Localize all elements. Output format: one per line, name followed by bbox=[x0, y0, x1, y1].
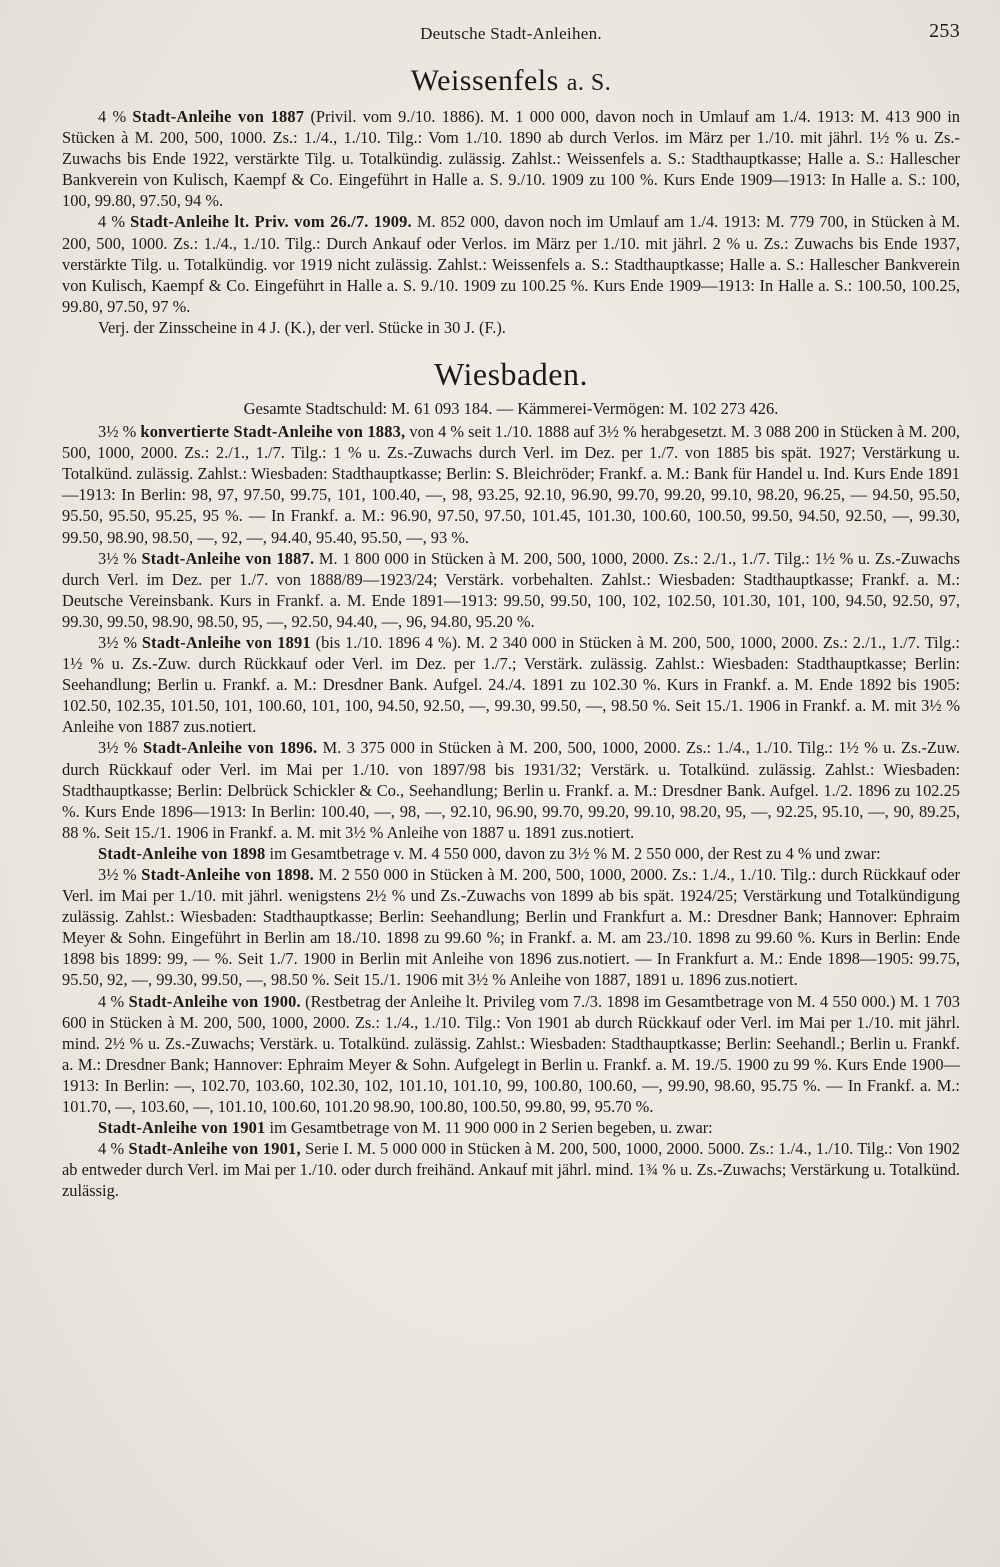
bond-text: von 4 % seit 1./10. 1888 auf 3½ % herabgesetzt. M. 3 088 200 in Stücken à M. 200, 500, 1000, 2000. Zs.: 2./1., 1./7. Tilg.: 1 % u. Zs.-Zuwachs durch Verl. im Dez. per 1./7. von 1885 bis spät. 1927; Verstärkung u. Totalkünd. zulässig. Zahlst.: Wiesbaden: Stadthauptkasse; Berlin: S. Bleichröder; Frankf. a. M.: Bank für Handel u. Ind. Kurs Ende 1891—1913: In Berlin: 98, 97, 97.50, 99.75, 101, 100.40, —, 98, 93.25, 92.10, 96.90, 99.70, 99.20, 99.10, 98.20, 96.25, — 94.50, 95.50, 95.50, 95.50, 95.25, 95 %. — In Frankf. a. M.: 96.90, 97.50, 97.50, 101.45, 101.30, 100.60, 100.50, 99.50, 94.50, 92.50, —, 99.30, 99.50, 98.90, 98.50, —, 92, —, 94.40, 95.40, 95.50, —, 93 %. bbox=[62, 422, 960, 547]
paragraph-wiesbaden-1900 bbox=[62, 991, 960, 1118]
bond-text: im Gesamtbetrage v. M. 4 550 000, davon zu 3½ % M. 2 550 000, der Rest zu 4 % und zwar: bbox=[269, 843, 881, 863]
section-title-wiesbaden: Wiesbaden. bbox=[434, 356, 588, 393]
section-title-suffix: a. S. bbox=[566, 70, 612, 96]
running-title: Deutsche Stadt-Anleihen. bbox=[420, 24, 602, 43]
interest-rate: 3½ % bbox=[98, 632, 137, 652]
paragraph-wiesbaden-1891 bbox=[62, 632, 960, 737]
interest-rate: 3½ % bbox=[98, 422, 137, 442]
section-title-weissenfels bbox=[62, 64, 960, 98]
bond-text: M. 3 375 000 in Stücken à M. 200, 500, 1000, 2000. Zs.: 1./4., 1./10. Tilg.: 1½ % u. Zs.-Zuw. durch Rückkauf oder Verl. im Mai per 1./10. von 1897/98 bis 1931/32; Verstärk. u. Totalkünd. zulässig. Zahlst.: Wiesbaden: Stadthauptkasse; Berlin: Delbrück Schickler & Co., Seehandlung; Berlin u. Frankf. a. M.: Dresdner Bank. Aufgel. 1./2. 1896 zu 102.25 %. Kurs Ende 1896—1913: In Berlin: 100.40, —, 98, —, 92.10, 96.90, 99.70, 99.20, 99.10, 98.20, 95, —, 92.25, 95.10, —, 90, 89.25, 88 %. Seit 15./1. 1906 in Frankf. a. M. mit 3½ % Anleihe von 1887 u. 1891 zus.notiert. bbox=[62, 738, 960, 842]
paragraph-wiesbaden-1887 bbox=[62, 548, 960, 632]
paragraph-wiesbaden-1901-total bbox=[62, 1117, 960, 1138]
bond-text: (Restbetrag der Anleihe lt. Privileg vom 7./3. 1898 im Gesamtbetrage von M. 4 550 000.) M. 1 703 600 in Stücken à M. 200, 500, 1000, 2000. Zs.: 1./4., 1./10. Tilg.: Von 1901 ab durch Rückkauf oder Verl. im Mai per 1./10. mit jährl. mind. 2½ % u. Zs.-Zuwachs; Verstärk. u. Totalkünd. zulässig. Zahlst.: Wiesbaden: Stadthauptkasse; Berlin: Seehandl.; Berlin u. Frankf. a. M.: Dresdner Bank; Hannover: Ephraim Meyer & Sohn. Aufgelegt in Berlin u. Frankf. a. M. 19./5. 1900 zu 99 %. Kurs Ende 1900—1913: In Berlin: —, 102.70, 103.60, 102.30, 102, 101.10, 101.10, 99, 100.80, 100.60, —, 99.90, 98.60, 95.75 %. — In Frankf. a. M.: 101.70, —, 103.60, —, 101.10, 100.60, 101.20 98.90, 100.80, 100.50, 99.80, 99, 95.70 %. bbox=[62, 991, 960, 1117]
bond-text: (Privil. vom 9./10. 1886). M. 1 000 000, davon noch in Umlauf am 1./4. 1913: M. 413 900 in Stücken à M. 200, 500, 1000. Zs.: 1./4., 1./10. Tilg.: Vom 1./10. 1890 ab durch Verlos. im März per 1./10. mit jährl. 1½ % u. Zs.-Zuwachs bis Ende 1922, verstärkte Tilg. u. Totalkündig. zulässig. Zahlst.: Weissenfels a. S.: Stadthauptkasse; Halle a. S.: Hallescher Bankverein von Kulisch, Kaempf & Co. Eingeführt in Halle a. S. 9./10. 1909 zu 100 %. Kurs Ende 1909—1913: In Halle a. S.: 100, 100, 99.80, 97.50, 94 %. bbox=[62, 107, 960, 211]
paragraph-wiesbaden-1898 bbox=[62, 864, 960, 991]
interest-rate: 3½ % bbox=[98, 548, 137, 568]
bond-text: (bis 1./10. 1896 4 %). M. 2 340 000 in Stücken à M. 200, 500, 1000, 2000. Zs.: 2./1., 1./7. Tilg.: 1½ % u. Zs.-Zuw. durch Rückkauf oder Verl. im Dez. per 1./7.; Verstärk. zulässig. Zahlst.: Wiesbaden: Stadthauptkasse; Berlin: Seehandlung; Berlin u. Frankf. a. M.: Dresdner Bank. Aufgel. 24./4. 1891 zu 102.30 %. Kurs in Frankf. a. M. Ende 1892 bis 1905: 102.50, 102.35, 101.50, 101, 100.60, 101, 100, 94.50, 92.50, —, 99.30, 99.50, —, 98.50 %. Seit 15./1. 1906 in Frankf. a. M. mit 3½ % Anleihe von 1887 zus.notiert. bbox=[62, 632, 960, 737]
interest-rate: 3½ % bbox=[98, 738, 138, 758]
bond-heading: Stadt-Anleihe lt. Priv. vom 26./7. 1909. bbox=[130, 212, 412, 232]
page-number: 253 bbox=[929, 20, 960, 42]
section-title-main: Weissenfels bbox=[410, 64, 559, 97]
paragraph-wiesbaden-1896 bbox=[62, 737, 960, 842]
interest-rate: 4 % bbox=[98, 991, 125, 1011]
bond-text: im Gesamtbetrage von M. 11 900 000 in 2 Serien begeben, u. zwar: bbox=[269, 1118, 713, 1138]
bond-heading: Stadt-Anleihe von 1901 bbox=[98, 1118, 266, 1138]
interest-rate: 4 % bbox=[98, 107, 127, 126]
bond-heading: Stadt-Anleihe von 1891 bbox=[141, 632, 311, 652]
interest-rate: 3½ % bbox=[98, 865, 137, 884]
bond-text: M. 2 550 000 in Stücken à M. 200, 500, 1000, 2000. Zs.: 1./4., 1./10. Tilg.: durch Rückkauf oder Verl. im Mai per 1./10. mit jährl. wenigstens 2½ % und Zs.-Zuwachs von 1899 ab bis spät. 1924/25; Verstärkung und Totalkündigung zulässig. Zahlst.: Wiesbaden: Stadthauptkasse; Berlin: Seehandlung; Berlin und Frankfurt a. M.: Dresdner Bank; Hannover: Ephraim Meyer & Sohn. Eingeführt in Berlin am 18./10. 1898 zu 99.60 %; in Frankf. a. M. am 23./10. 1898 zu 99.60 %. Kurs in Berlin: Ende 1898 bis 1899: 99, — %. Seit 1./7. 1900 in Berlin mit Anleihe von 1896 zus.notiert. — In Frankfurt a. M.: Ende 1898—1905: 99.75, 95.50, 92, —, 99.30, 99.50, —, 98.50 %. Seit 15./1. 1906 mit 3½ % Anleihe von 1887, 1891 u. 1896 zus.notiert. bbox=[62, 865, 960, 990]
bond-heading: Stadt-Anleihe von 1900. bbox=[128, 991, 301, 1011]
interest-rate: 4 % bbox=[98, 1139, 125, 1159]
paragraph-weissenfels-1909 bbox=[62, 211, 960, 316]
bond-heading: Stadt-Anleihe von 1898. bbox=[141, 865, 314, 884]
bond-text: M. 1 800 000 in Stücken à M. 200, 500, 1000, 2000. Zs.: 2./1., 1./7. Tilg.: 1½ % u. Zs.-Zuwachs durch Verl. im Dez. per 1./7. von 1888/89—1923/24; Verstärk. vorbehalten. Zahlst.: Wiesbaden: Stadthauptkasse; Frankf. a. M.: Deutsche Vereinsbank. Kurs in Frankf. a. M. Ende 1891—1913: 99.50, 99.50, 100, 102, 102.50, 101.30, 101, 100, 94.50, 92.50, 97, 99.30, 99.50, 98.90, 98.50, 95, —, 92.50, 94.40, —, 96, 94.80, 95.20 %. bbox=[62, 548, 960, 631]
wiesbaden-summary: Gesamte Stadtschuld: M. 61 093 184. — Kämmerei-Vermögen: M. 102 273 426. bbox=[243, 399, 779, 419]
bond-heading: Stadt-Anleihe von 1887 bbox=[132, 107, 305, 126]
bond-text: Serie I. M. 5 000 000 in Stücken à M. 200, 500, 1000, 2000. 5000. Zs.: 1./4., 1./10. Tilg.: Von 1902 ab entweder durch Verl. im Mai per 1./10. oder durch freihänd. Ankauf mit jährl. mind. 1¾ % u. Zs.-Zuwachs; Verstärkung u. Totalkünd. zulässig. bbox=[62, 1139, 960, 1201]
bond-text: M. 852 000, davon noch im Umlauf am 1./4. 1913: M. 779 700, in Stücken à M. 200, 500, 1000. Zs.: 1./4., 1./10. Tilg.: Durch Ankauf oder Verlos. im März per 1./10. mit jährl. 2 % u. Zs.: Zuwachs bis Ende 1937, verstärkte Tilg. u. Totalkündig. vor 1919 nicht zulässig. Zahlst.: Weissenfels a. S.: Stadthauptkasse; Halle a. S.: Hallescher Bankverein von Kulisch, Kaempf & Co. Eingeführt in Halle a. S. 9./10. 1909 zu 100.25 %. Kurs Ende 1909—1913: In Halle a. S.: 100.50, 100.25, 99.80, 97.50, 97 %. bbox=[62, 212, 960, 316]
bond-heading: Stadt-Anleihe von 1898 bbox=[98, 843, 266, 863]
interest-rate: 4 % bbox=[98, 212, 125, 232]
running-header bbox=[62, 20, 960, 50]
bond-heading: Stadt-Anleihe von 1901, bbox=[128, 1139, 301, 1159]
paragraph-weissenfels-verj: Verj. der Zinsscheine in 4 J. (K.), der verl. Stücke in 30 J. (F.). bbox=[98, 317, 506, 337]
wiesbaden-paragraphs bbox=[62, 421, 960, 1201]
paragraph-weissenfels-1887 bbox=[62, 106, 960, 211]
bond-heading: konvertierte Stadt-Anleihe von 1883, bbox=[140, 422, 406, 442]
paragraph-wiesbaden-1901-serie-1 bbox=[62, 1138, 960, 1201]
bond-heading: Stadt-Anleihe von 1896. bbox=[142, 738, 318, 758]
bond-heading: Stadt-Anleihe von 1887. bbox=[141, 548, 315, 568]
paragraph-wiesbaden-1883 bbox=[62, 421, 960, 548]
paragraph-wiesbaden-1898-total bbox=[62, 843, 960, 864]
